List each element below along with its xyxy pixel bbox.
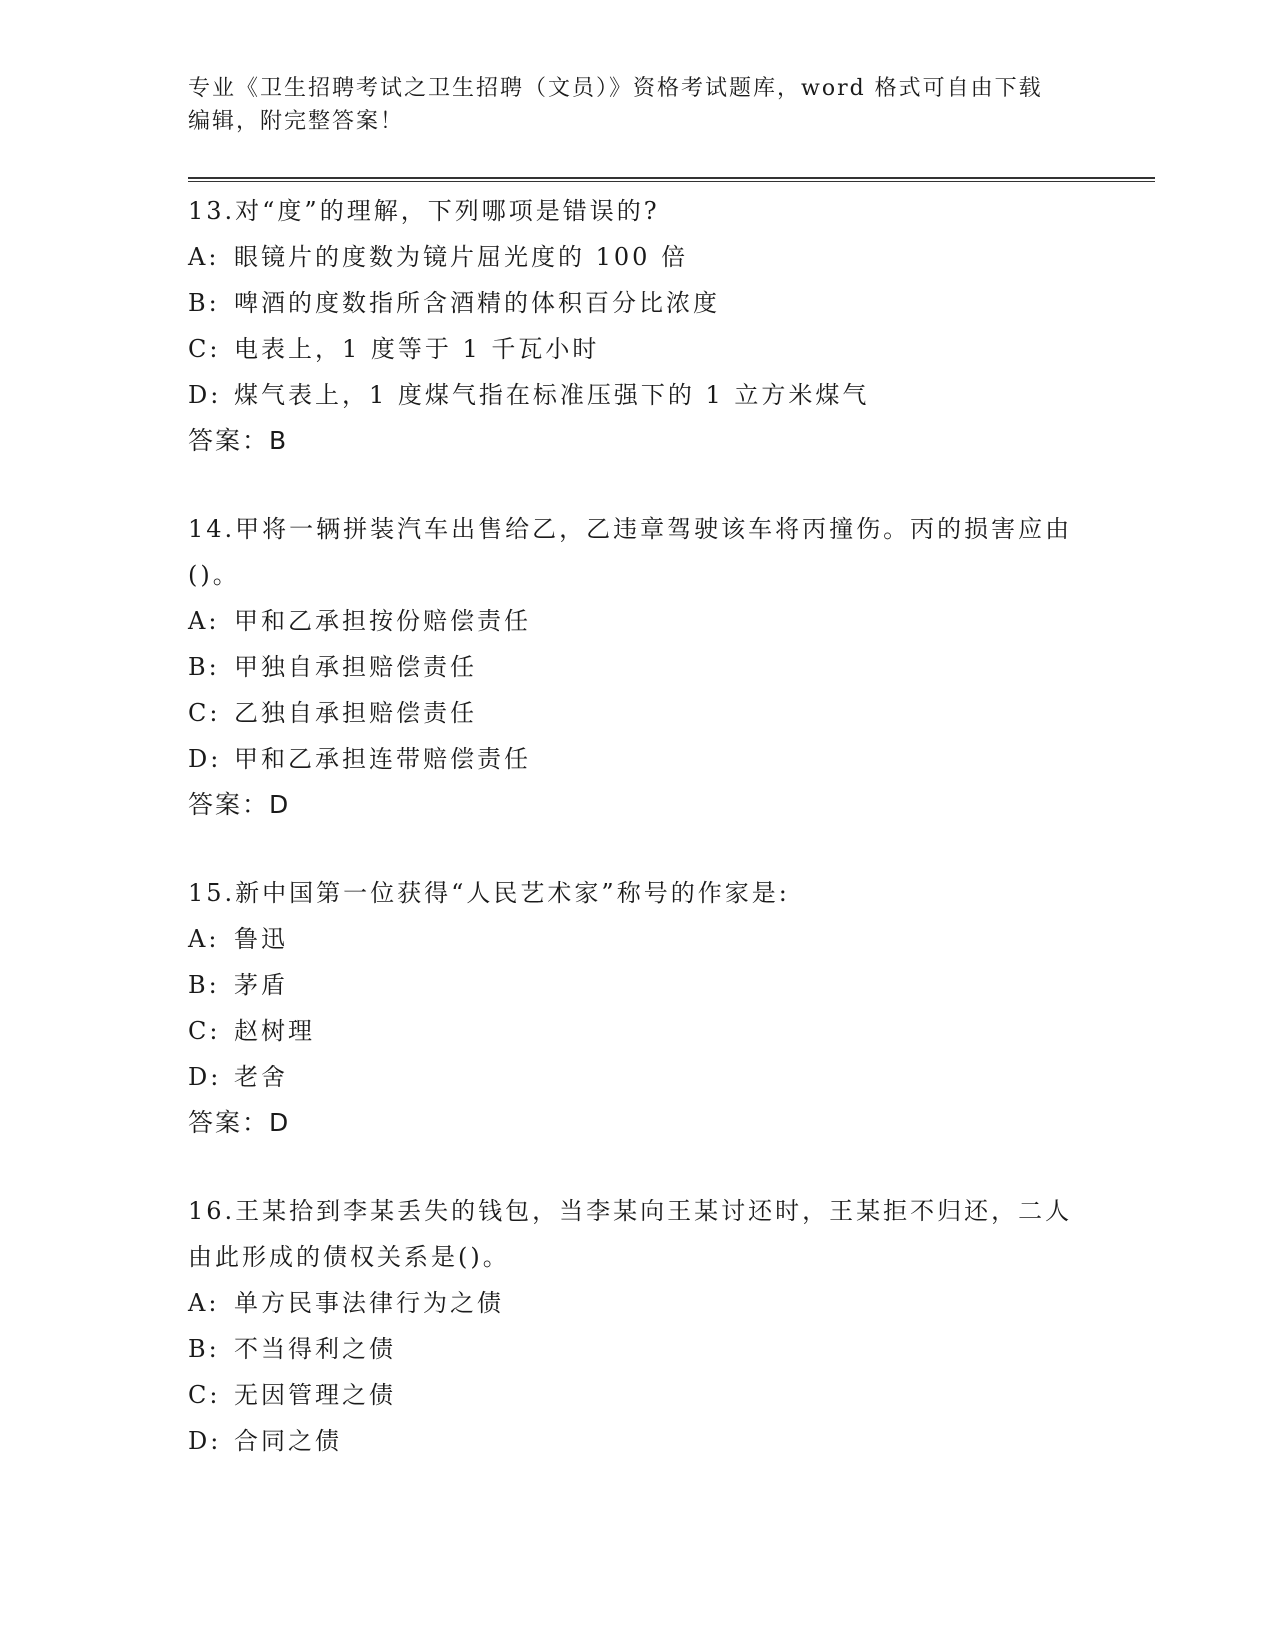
option-b: [188, 962, 1088, 1008]
option-letter: C:: [188, 1017, 221, 1045]
option-letter: C:: [188, 335, 221, 363]
option-text: 无因管理之债: [234, 1381, 396, 1409]
option-text: 甲独自承担赔偿责任: [234, 653, 477, 681]
option-text: 老舍: [234, 1063, 288, 1091]
option-letter: B:: [188, 1335, 220, 1363]
option-a: [188, 598, 1088, 644]
option-letter: A:: [188, 1289, 220, 1317]
option-text: 茅盾: [234, 971, 288, 999]
option-a: [188, 234, 1088, 280]
option-letter: B:: [188, 971, 220, 999]
option-b: [188, 280, 1088, 326]
option-letter: D:: [188, 381, 222, 409]
option-letter: D:: [188, 745, 222, 773]
intro-line-2: 编辑，附完整答案！: [188, 109, 405, 134]
header-divider: [188, 177, 1155, 182]
question-15: [188, 870, 1088, 1146]
document-intro: [188, 72, 1068, 138]
intro-line-1: 专业《卫生招聘考试之卫生招聘（文员）》资格考试题库，word 格式可自由下载: [188, 76, 1043, 101]
option-d: [188, 372, 1088, 418]
option-a: [188, 1280, 1088, 1326]
question-14: [188, 506, 1088, 828]
option-text: 赵树理: [234, 1017, 315, 1045]
answer-line: 答案：D: [188, 1108, 291, 1137]
option-c: [188, 690, 1088, 736]
answer-line: 答案：D: [188, 790, 291, 819]
option-text: 啤酒的度数指所含酒精的体积百分比浓度: [234, 289, 720, 317]
option-b: [188, 644, 1088, 690]
question-stem: 13.对“度”的理解，下列哪项是错误的?: [188, 197, 660, 225]
question-stem: 15.新中国第一位获得“人民艺术家”称号的作家是:: [188, 879, 790, 907]
option-c: [188, 1008, 1088, 1054]
option-letter: A:: [188, 243, 220, 271]
option-text: 乙独自承担赔偿责任: [234, 699, 477, 727]
question-16: [188, 1188, 1088, 1464]
option-letter: C:: [188, 1381, 221, 1409]
option-text: 眼镜片的度数为镜片屈光度的 100 倍: [234, 243, 689, 271]
option-d: [188, 1054, 1088, 1100]
question-stem: 16.王某拾到李某丢失的钱包，当李某向王某讨还时，王某拒不归还，二人由此形成的债权关系是()。: [188, 1197, 1073, 1271]
question-stem: 14.甲将一辆拼装汽车出售给乙，乙违章驾驶该车将丙撞伤。丙的损害应由()。: [188, 515, 1073, 589]
option-text: 甲和乙承担按份赔偿责任: [234, 607, 531, 635]
option-letter: C:: [188, 699, 221, 727]
option-c: [188, 1372, 1088, 1418]
option-d: [188, 736, 1088, 782]
option-d: [188, 1418, 1088, 1464]
option-text: 甲和乙承担连带赔偿责任: [234, 745, 531, 773]
answer-line: 答案：B: [188, 426, 289, 455]
option-letter: B:: [188, 289, 220, 317]
option-letter: D:: [188, 1063, 222, 1091]
option-text: 单方民事法律行为之债: [234, 1289, 504, 1317]
option-letter: A:: [188, 607, 220, 635]
question-13: [188, 188, 1088, 464]
option-letter: D:: [188, 1427, 222, 1455]
option-text: 不当得利之债: [234, 1335, 396, 1363]
option-text: 煤气表上，1 度煤气指在标准压强下的 1 立方米煤气: [234, 381, 870, 409]
option-letter: A:: [188, 925, 220, 953]
option-b: [188, 1326, 1088, 1372]
option-text: 合同之债: [234, 1427, 342, 1455]
option-c: [188, 326, 1088, 372]
option-a: [188, 916, 1088, 962]
option-text: 电表上，1 度等于 1 千瓦小时: [234, 335, 600, 363]
question-list: [188, 188, 1088, 1506]
option-letter: B:: [188, 653, 220, 681]
option-text: 鲁迅: [234, 925, 288, 953]
